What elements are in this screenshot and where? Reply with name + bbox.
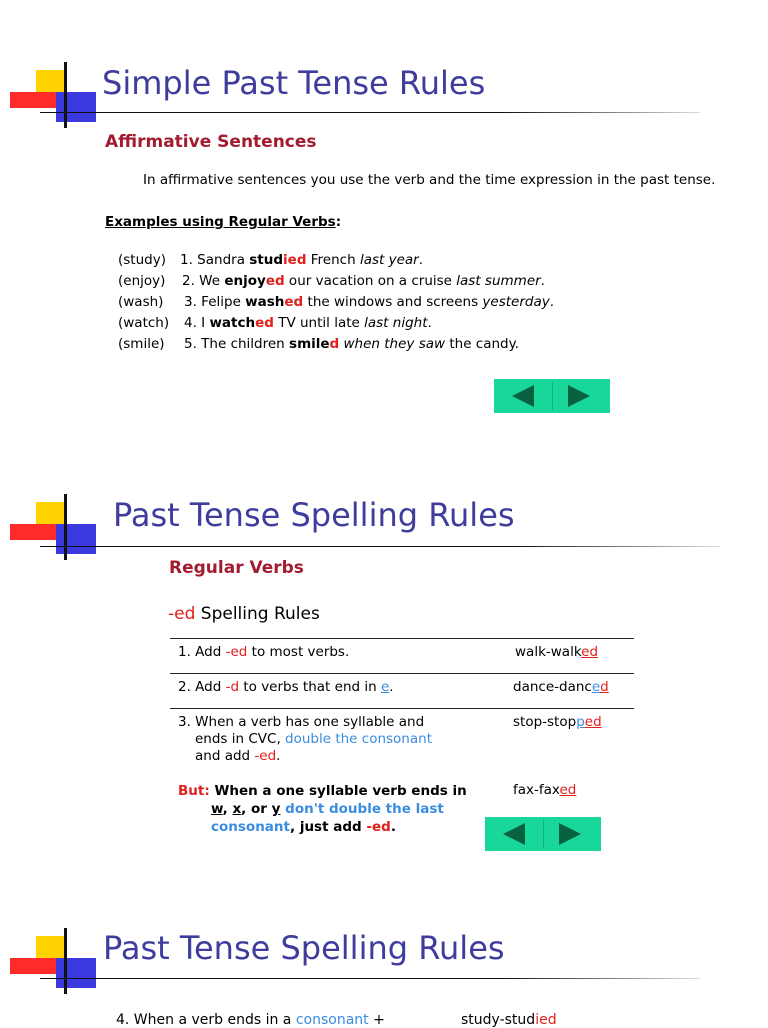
- rule-divider: [170, 638, 634, 639]
- title-underline: [40, 546, 720, 547]
- rule-4-end: +: [368, 1012, 385, 1028]
- exception-letter-w: w: [211, 801, 223, 817]
- exception-sep: , or: [241, 801, 272, 817]
- example-end: the candy.: [445, 336, 519, 352]
- exception-text: When a one syllable verb ends in: [209, 783, 467, 799]
- example-rest: the windows and screens: [303, 294, 483, 310]
- example-ending: ed: [581, 644, 599, 660]
- example-time: last summer: [456, 273, 541, 289]
- example-ending: d: [329, 336, 340, 352]
- rules-heading: [168, 604, 320, 624]
- rule-1: [178, 644, 349, 660]
- examples-heading-text: Examples using Regular Verbs: [105, 214, 336, 230]
- exception-highlight: don't double the last: [280, 801, 444, 817]
- exception-highlight: consonant: [211, 819, 290, 835]
- next-slide-button[interactable]: [552, 379, 610, 413]
- exception-line-3: [178, 818, 467, 836]
- example-ending: ed: [284, 294, 304, 310]
- example-stem: stop-stop: [513, 714, 577, 730]
- title-underline: [40, 978, 700, 979]
- rule-3-line-3: [178, 748, 432, 765]
- rule-3-line-2: [178, 731, 432, 748]
- example-row: [118, 292, 554, 313]
- rule-4-highlight: consonant: [295, 1012, 369, 1028]
- example-verb: wash: [245, 294, 285, 310]
- example-label: (enjoy): [118, 273, 166, 289]
- examples-heading-colon: :: [335, 214, 342, 230]
- rule-2-letter: e: [380, 679, 390, 695]
- example-verb: enjoy: [224, 273, 266, 289]
- slide-2-nav: [485, 817, 601, 851]
- rule-1-text: 1. Add: [178, 644, 226, 660]
- rule-4-example: [461, 1012, 557, 1028]
- example-time: when they saw: [343, 336, 446, 352]
- example-time: last year: [359, 252, 419, 268]
- rule-1-example: [515, 644, 598, 660]
- example-stem: fax-fax: [513, 782, 560, 798]
- example-lead: 5. The children: [184, 336, 290, 352]
- exception-example: [513, 782, 576, 798]
- rule-3-line-1: 3. When a verb has one syllable and: [178, 714, 425, 730]
- exception-letter-x: x: [232, 801, 242, 817]
- example-lead: 1. Sandra: [180, 252, 250, 268]
- rule-divider: [170, 673, 634, 674]
- exception-letter-y: y: [271, 801, 281, 817]
- example-stem: study-stud: [461, 1012, 536, 1028]
- example-row: [118, 250, 554, 271]
- example-letter: e: [591, 679, 601, 695]
- rule-2: [178, 679, 394, 695]
- exception-suffix: -ed: [366, 819, 391, 835]
- example-end: .: [427, 315, 432, 331]
- rule-3-suffix: -ed: [254, 748, 277, 764]
- triangle-left-icon: [494, 379, 552, 413]
- example-stem: dance-danc: [513, 679, 592, 695]
- triangle-left-icon: [485, 817, 543, 851]
- exception-sep: ,: [222, 801, 233, 817]
- slide-2-title: Past Tense Spelling Rules: [113, 496, 515, 534]
- rule-3: [178, 714, 432, 765]
- example-ending: ed: [255, 315, 274, 331]
- rule-3-text: and add: [195, 748, 255, 764]
- example-time: last night: [364, 315, 428, 331]
- example-ending: ied: [283, 252, 307, 268]
- example-ending: ed: [559, 782, 577, 798]
- example-verb: watch: [209, 315, 256, 331]
- next-slide-button[interactable]: [543, 817, 601, 851]
- rule-1-text-end: to most verbs.: [247, 644, 350, 660]
- example-rest: our vacation on a cruise: [284, 273, 457, 289]
- rule-3-example: [513, 714, 602, 730]
- rule-3-text: ends in CVC,: [195, 731, 286, 747]
- rule-exception: [178, 782, 467, 836]
- rule-3-highlight: double the consonant: [285, 731, 432, 747]
- exception-label: But:: [178, 783, 210, 799]
- example-rest: TV until late: [273, 315, 365, 331]
- example-end: .: [549, 294, 555, 310]
- example-verb: stud: [249, 252, 284, 268]
- rule-3-end: .: [276, 748, 281, 764]
- examples-heading: [105, 214, 341, 230]
- example-lead: 4. I: [184, 315, 210, 331]
- example-lead: 2. We: [182, 273, 225, 289]
- example-row: [118, 334, 554, 355]
- example-ending: ied: [535, 1012, 557, 1028]
- rule-2-text-mid: to verbs that end in: [239, 679, 381, 695]
- slide-1-subtitle: Affirmative Sentences: [105, 132, 317, 152]
- rules-heading-text: Spelling Rules: [195, 604, 320, 624]
- example-end: .: [540, 273, 545, 289]
- exception-line-2: [178, 800, 467, 818]
- rules-heading-suffix: -ed: [168, 604, 196, 624]
- title-logo: [10, 928, 105, 998]
- exception-line-1: [178, 782, 467, 800]
- example-verb: smile: [289, 336, 330, 352]
- example-row: [118, 313, 554, 334]
- rule-2-example: [513, 679, 609, 695]
- example-ending: ed: [265, 273, 285, 289]
- example-letter: p: [576, 714, 585, 730]
- slide-3-title: Past Tense Spelling Rules: [103, 929, 505, 967]
- triangle-right-icon: [543, 817, 601, 851]
- example-time: yesterday: [482, 294, 550, 310]
- rule-4: [116, 1012, 385, 1028]
- example-ending: d: [600, 679, 609, 695]
- title-logo: [10, 494, 105, 564]
- rule-4-text: 4. When a verb ends in a: [116, 1012, 296, 1028]
- title-logo: [10, 62, 105, 132]
- triangle-right-icon: [552, 379, 610, 413]
- rule-2-text: 2. Add: [178, 679, 226, 695]
- slide-1-nav: [494, 379, 610, 413]
- rule-2-suffix: -d: [225, 679, 240, 695]
- example-stem: walk-walk: [515, 644, 582, 660]
- example-label: (wash): [118, 294, 164, 310]
- example-label: (watch): [118, 315, 170, 331]
- slide-1-title: Simple Past Tense Rules: [102, 64, 486, 102]
- prev-slide-button[interactable]: [494, 379, 552, 413]
- rule-1-suffix: -ed: [225, 644, 248, 660]
- example-row: [118, 271, 554, 292]
- slide-2-subtitle: Regular Verbs: [169, 558, 304, 578]
- rule-2-end: .: [389, 679, 394, 695]
- example-end: .: [418, 252, 424, 268]
- example-label: (smile): [118, 336, 165, 352]
- example-label: (study): [118, 252, 166, 268]
- intro-text: In affirmative sentences you use the verb and the time expression in the past tense.: [143, 172, 716, 188]
- example-lead: 3. Felipe: [184, 294, 246, 310]
- exception-end: .: [390, 819, 396, 835]
- example-rest: French: [306, 252, 360, 268]
- title-underline: [40, 112, 700, 113]
- exception-text: , just add: [289, 819, 367, 835]
- rule-divider: [170, 708, 634, 709]
- prev-slide-button[interactable]: [485, 817, 543, 851]
- example-list: [118, 250, 554, 355]
- example-ending: ed: [584, 714, 602, 730]
